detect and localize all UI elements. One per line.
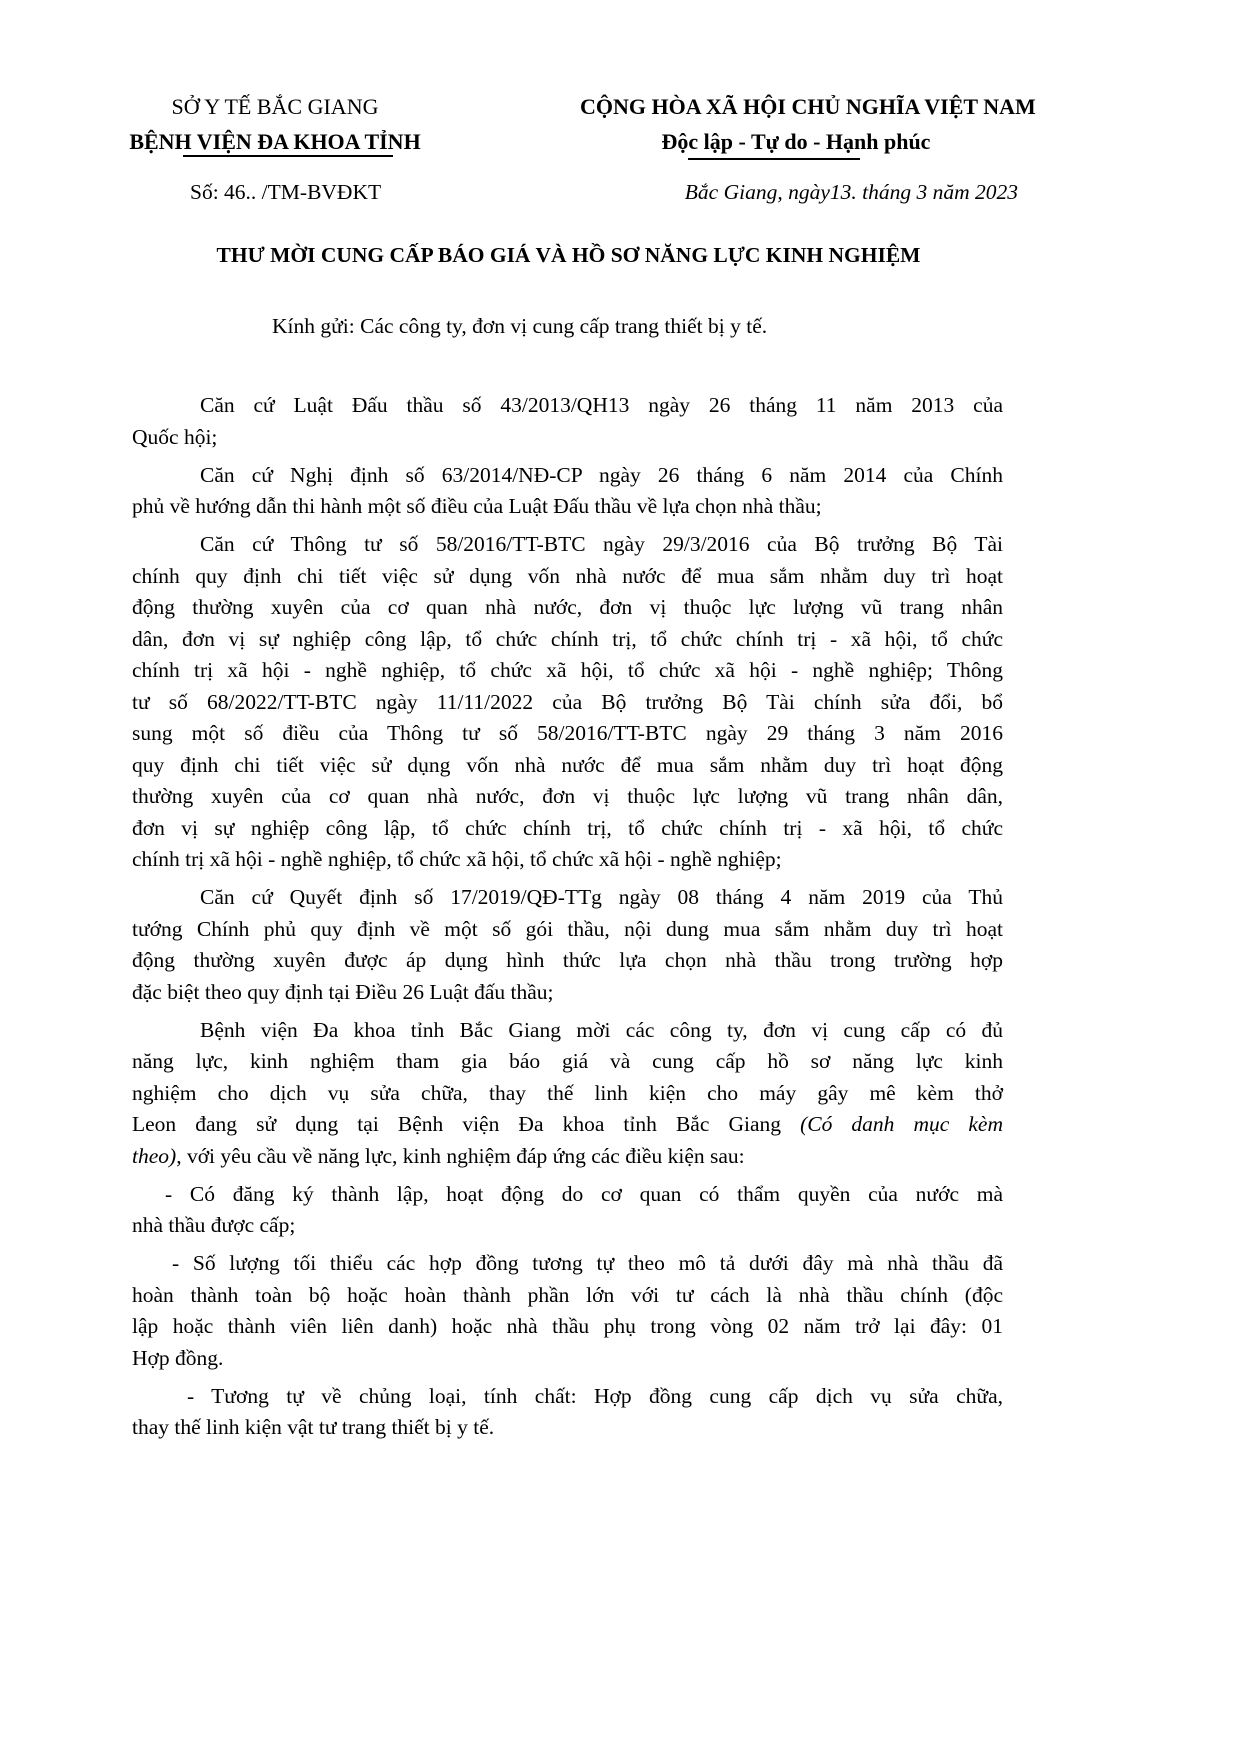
text-line: sung một số điều của Thông tư số 58/2016/TT-BTC ngày 29 tháng 3 năm 2016 [132, 721, 1003, 745]
text-line: nhà thầu được cấp; [132, 1213, 296, 1237]
paragraph [132, 882, 1003, 1008]
text-line: Căn cứ Thông tư số 58/2016/TT-BTC ngày 29/3/2016 của Bộ trưởng Bộ Tài [200, 532, 1003, 556]
text-line: dân, đơn vị sự nghiệp công lập, tổ chức chính trị, tổ chức chính trị - xã hội, tổ chức [132, 626, 1003, 651]
text-line [132, 1109, 1003, 1141]
issuing-organization: BỆNH VIỆN ĐA KHOA TỈNH [129, 129, 421, 154]
text-line: thay thế linh kiện vật tư trang thiết bị y tế. [132, 1415, 495, 1439]
text-line: lập hoặc thành viên liên danh) hoặc nhà thầu phụ trong vòng 02 năm trở lại đây: 01 [132, 1314, 1003, 1338]
place-date: Bắc Giang, ngày13. tháng 3 năm 2023 [684, 180, 1018, 204]
national-title: CỘNG HÒA XÃ HỘI CHỦ NGHĨA VIỆT NAM [580, 94, 1036, 119]
document-number: Số: 46.. /TM-BVĐKT [190, 180, 382, 204]
text-line: thường xuyên của cơ quan nhà nước, đơn vị thuộc lực lượng vũ trang nhân dân, [132, 784, 1003, 808]
text-segment-italic: theo) [132, 1143, 177, 1168]
text-line: hoàn thành toàn bộ hoặc hoàn thành phần lớn với tư cách là nhà thầu chính (độc [132, 1282, 1003, 1307]
text-segment: Leon đang sử dụng tại Bệnh viện Đa khoa tỉnh Bắc Giang [132, 1112, 801, 1136]
text-line: chính quy định chi tiết việc sử dụng vốn nhà nước để mua sắm nhằm duy trì hoạt [132, 563, 1003, 588]
paragraph [132, 1248, 1003, 1374]
text-line: - Tương tự về chủng loại, tính chất: Hợp đồng cung cấp dịch vụ sửa chữa, [187, 1383, 1003, 1408]
paragraph [132, 1381, 1003, 1444]
text-line: đặc biệt theo quy định tại Điều 26 Luật đấu thầu; [132, 979, 554, 1004]
national-motto: Độc lập - Tự do - Hạnh phúc [661, 129, 931, 154]
text-line: nghiệm cho dịch vụ sửa chữa, thay thế linh kiện cho máy gây mê kèm thở [132, 1080, 1003, 1105]
issuing-department: SỞ Y TẾ BẮC GIANG [171, 94, 379, 119]
text-line: Hợp đồng. [132, 1345, 224, 1370]
text-line: - Số lượng tối thiểu các hợp đồng tương tự theo mô tả dưới đây mà nhà thầu đã [172, 1251, 1003, 1275]
recipient-line: Kính gửi: Các công ty, đơn vị cung cấp trang thiết bị y tế. [272, 314, 768, 338]
paragraph [132, 460, 1003, 523]
paragraph [132, 1179, 1003, 1242]
text-line: tư số 68/2022/TT-BTC ngày 11/11/2022 của Bộ trưởng Bộ Tài chính sửa đổi, bổ [132, 689, 1003, 714]
header-underline-left [183, 155, 393, 157]
text-segment: , với yêu cầu về năng lực, kinh nghiệm đáp ứng các điều kiện sau: [176, 1143, 745, 1168]
paragraph [132, 1015, 1003, 1173]
text-line: động thường xuyên của cơ quan nhà nước, đơn vị thuộc lực lượng vũ trang nhân [132, 595, 1003, 619]
text-line: tướng Chính phủ quy định về một số gói thầu, nội dung mua sắm nhằm duy trì hoạt [132, 916, 1003, 941]
text-segment-italic: (Có danh mục kèm [800, 1112, 1004, 1136]
paragraph [132, 529, 1003, 876]
text-line: động thường xuyên được áp dụng hình thức lựa chọn nhà thầu trong trường hợp [132, 948, 1003, 972]
document-body [132, 390, 1003, 1450]
text-line: quy định chi tiết việc sử dụng vốn nhà nước để mua sắm nhằm duy trì hoạt động [132, 752, 1003, 777]
text-line: Bệnh viện Đa khoa tỉnh Bắc Giang mời các công ty, đơn vị cung cấp có đủ [200, 1017, 1003, 1042]
text-line: chính trị xã hội - nghề nghiệp, tổ chức xã hội, tổ chức xã hội - nghề nghiệp; Thông [132, 658, 1003, 682]
text-line: Căn cứ Nghị định số 63/2014/NĐ-CP ngày 26 tháng 6 năm 2014 của Chính [200, 462, 1003, 487]
text-line: Căn cứ Luật Đấu thầu số 43/2013/QH13 ngày 26 tháng 11 năm 2013 của [200, 393, 1003, 417]
text-line: - Có đăng ký thành lập, hoạt động do cơ quan có thẩm quyền của nước mà [165, 1181, 1003, 1206]
text-line: Quốc hội; [132, 424, 218, 449]
text-line: Căn cứ Quyết định số 17/2019/QĐ-TTg ngày 08 tháng 4 năm 2019 của Thủ [200, 885, 1003, 909]
text-line: năng lực, kinh nghiệm tham gia báo giá và cung cấp hồ sơ năng lực kinh [132, 1049, 1003, 1073]
text-line: chính trị xã hội - nghề nghiệp, tổ chức xã hội, tổ chức xã hội - nghề nghiệp; [132, 847, 782, 871]
text-line [132, 1141, 1003, 1173]
text-line: phủ về hướng dẫn thi hành một số điều của Luật Đấu thầu về lựa chọn nhà thầu; [132, 494, 822, 518]
paragraph [132, 390, 1003, 453]
document-title: THƯ MỜI CUNG CẤP BÁO GIÁ VÀ HỒ SƠ NĂNG LỰC KINH NGHIỆM [216, 243, 921, 267]
text-line: đơn vị sự nghiệp công lập, tổ chức chính trị, tổ chức chính trị - xã hội, tổ chức [132, 815, 1003, 840]
header-underline-right [688, 158, 860, 160]
